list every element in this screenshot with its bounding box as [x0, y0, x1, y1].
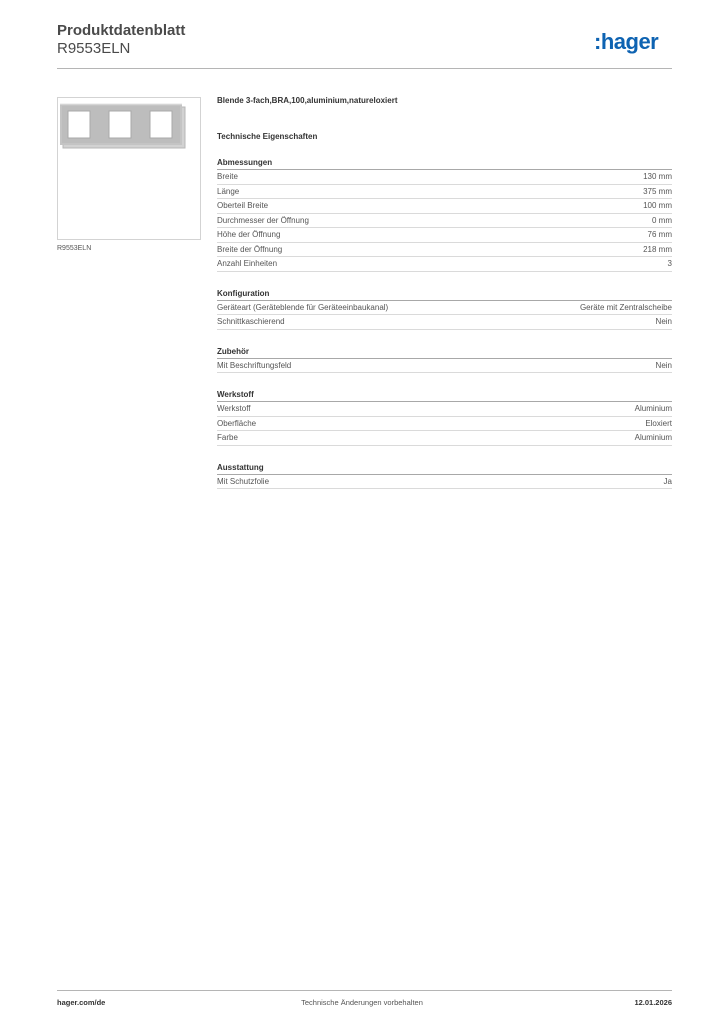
- property-row: [217, 228, 672, 243]
- property-row: [217, 359, 672, 374]
- footer-divider: [57, 990, 672, 991]
- property-label: Breite: [217, 172, 238, 181]
- property-value: 0 mm: [652, 215, 672, 225]
- property-section: [217, 156, 672, 272]
- property-label: Anzahl Einheiten: [217, 259, 278, 268]
- property-value: Nein: [655, 317, 672, 326]
- property-label: Höhe der Öffnung: [217, 230, 281, 239]
- property-row: [217, 185, 672, 200]
- page-title: Produktdatenblatt: [57, 22, 186, 39]
- product-details: [217, 95, 672, 489]
- section-title: Werkstoff: [217, 388, 672, 402]
- header-divider: [57, 68, 672, 69]
- technical-properties-heading: Technische Eigenschaften: [217, 132, 318, 141]
- property-row: [217, 214, 672, 229]
- property-value: 375 mm: [643, 186, 672, 196]
- property-label: Breite der Öffnung: [217, 244, 283, 254]
- property-section: [217, 345, 672, 374]
- property-label: Oberfläche: [217, 418, 257, 428]
- property-label: Mit Schutzfolie: [217, 476, 270, 486]
- image-caption: R9553ELN: [57, 245, 92, 252]
- section-title: Abmessungen: [217, 156, 672, 170]
- product-description: Blende 3-fach,BRA,100,aluminium,natureloxiert: [217, 96, 398, 105]
- property-row: [217, 431, 672, 446]
- property-row: [217, 243, 672, 258]
- property-label: Durchmesser der Öffnung: [217, 215, 309, 225]
- property-row: [217, 315, 672, 330]
- hager-logo-text: :hager: [594, 29, 659, 54]
- section-title: Konfiguration: [217, 287, 672, 301]
- property-value: 3: [667, 259, 672, 268]
- property-row: [217, 475, 672, 490]
- property-row: [217, 199, 672, 214]
- property-label: Länge: [217, 186, 240, 196]
- property-row: [217, 402, 672, 417]
- property-row: [217, 257, 672, 272]
- property-label: Mit Beschriftungsfeld: [217, 360, 292, 370]
- property-value: Nein: [655, 360, 672, 370]
- property-value: Ja: [663, 476, 672, 486]
- property-label: Schnittkaschierend: [217, 317, 285, 326]
- property-section: [217, 461, 672, 490]
- property-section: [217, 388, 672, 446]
- property-value: 218 mm: [643, 244, 672, 254]
- property-value: Geräte mit Zentralscheibe: [579, 302, 672, 312]
- property-value: 100 mm: [643, 201, 672, 210]
- hager-logo: [594, 27, 674, 57]
- property-value: Eloxiert: [645, 418, 672, 428]
- property-row: [217, 170, 672, 185]
- footer-notice: Technische Änderungen vorbehalten: [301, 998, 423, 1007]
- product-image: [57, 97, 201, 240]
- property-sections: [217, 156, 672, 489]
- three-gang-frame-icon: [58, 98, 200, 239]
- footer-website: hager.com/de: [57, 998, 106, 1007]
- property-label: Farbe: [217, 433, 238, 442]
- property-value: Aluminium: [634, 433, 672, 442]
- property-label: Werkstoff: [217, 404, 251, 413]
- property-value: 130 mm: [643, 172, 672, 181]
- property-label: Oberteil Breite: [217, 201, 269, 210]
- article-number: R9553ELN: [57, 40, 131, 57]
- footer-date: 12.01.2026: [634, 998, 672, 1007]
- property-row: [217, 417, 672, 432]
- section-title: Ausstattung: [217, 461, 672, 475]
- property-value: Aluminium: [634, 404, 672, 413]
- property-value: 76 mm: [647, 230, 672, 239]
- property-label: Geräteart (Geräteblende für Geräteeinbaukanal): [217, 302, 389, 312]
- property-section: [217, 287, 672, 330]
- property-row: [217, 301, 672, 316]
- section-title: Zubehör: [217, 345, 672, 359]
